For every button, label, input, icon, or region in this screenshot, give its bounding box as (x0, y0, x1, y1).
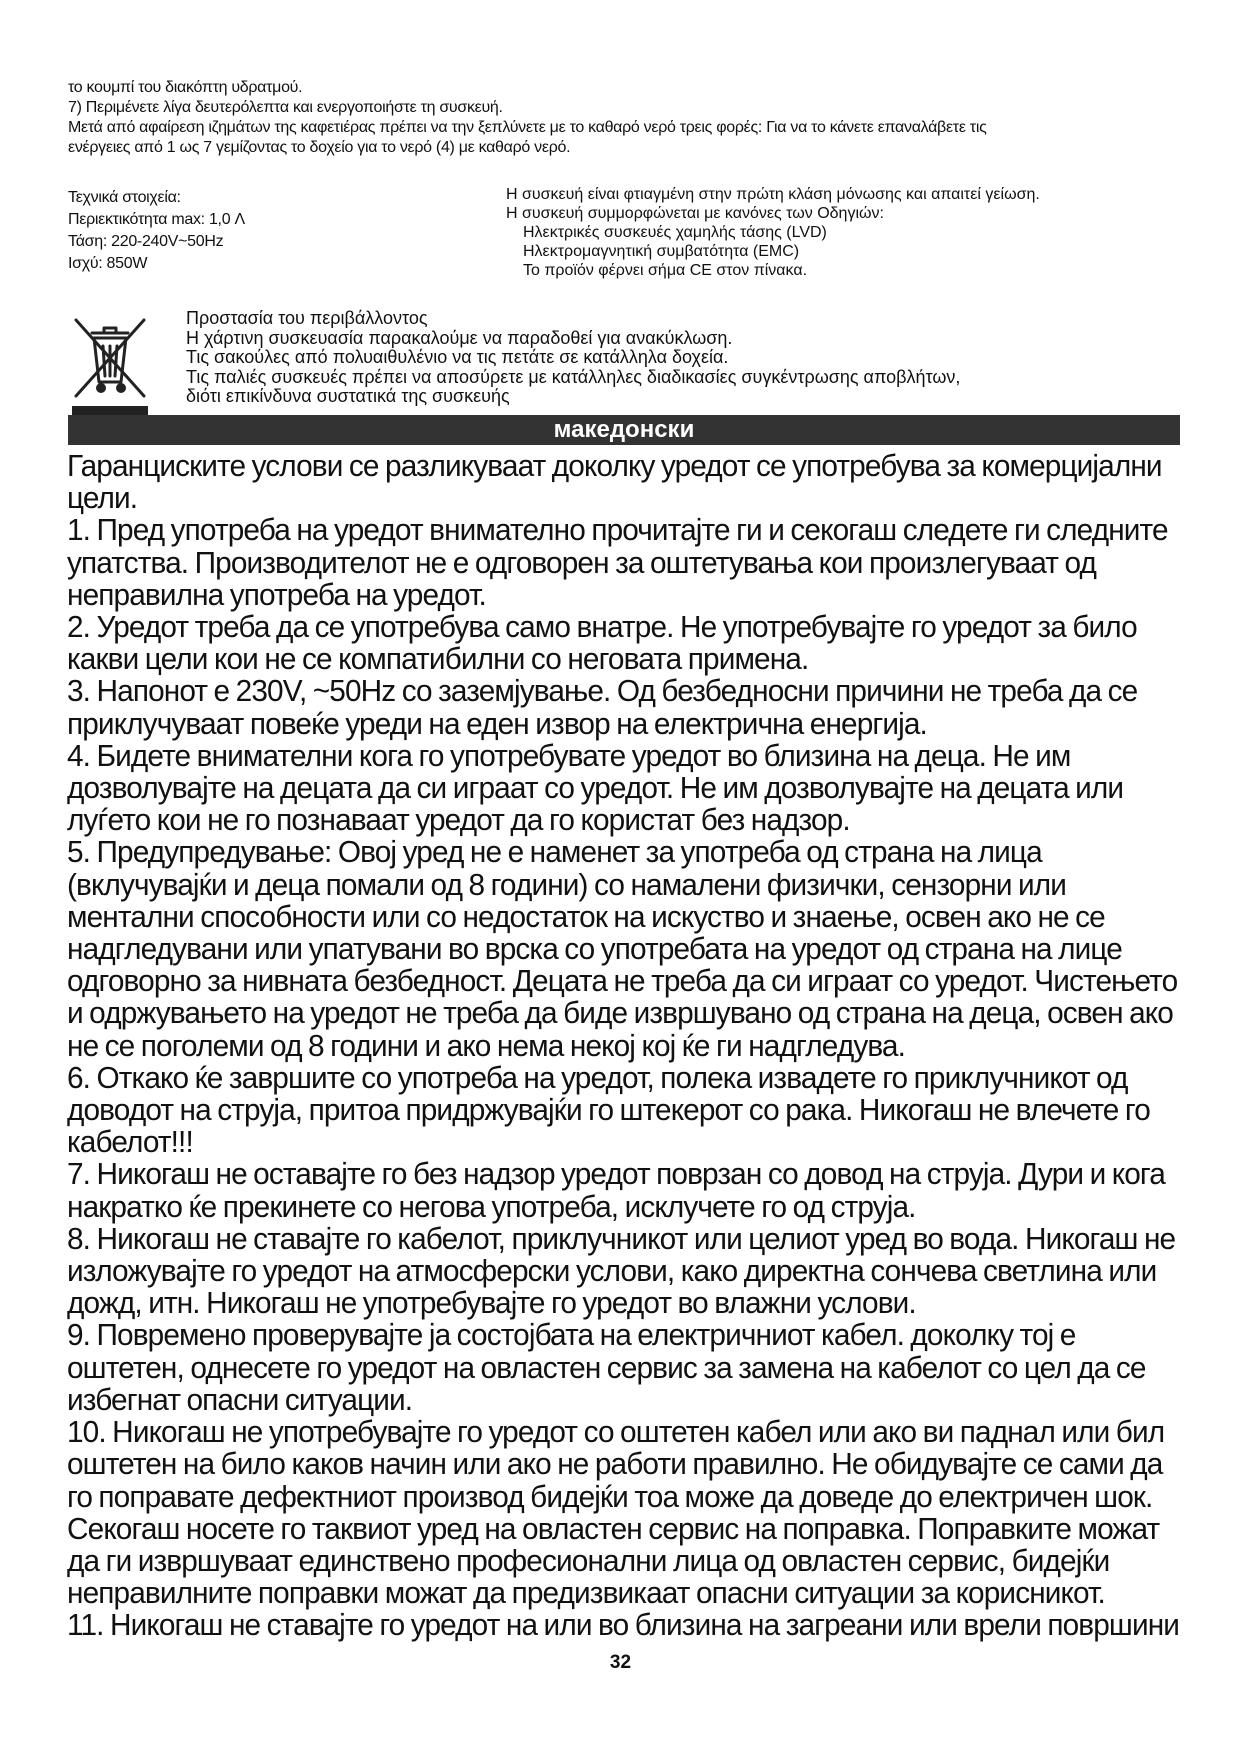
mk-line: и одржувањето на уредот не треба да биде извршувано од страна на деца, освен ако (67, 996, 1173, 1031)
mk-line: кабелот!!! (67, 1125, 193, 1160)
mk-line: неправилна употреба на уредот. (67, 577, 486, 612)
mk-line: 6. Откако ќе завршите со употреба на уредот, полека извадете го приклучникот од (67, 1060, 1128, 1095)
mk-line: приклучуваат повеќе уреди на еден извор на електрична енергија. (67, 706, 927, 741)
mk-line: 10. Никогаш не употребувајте го уредот со оштетен кабел или ако ви паднал или бил (67, 1415, 1165, 1450)
mk-line: 5. Предупредување: Овој уред не е наменет за употреба од страна на лица (67, 835, 1042, 870)
greek-line: ενέργειες από 1 ως 7 γεμίζοντας το δοχείο για το νερό (4) με καθαρό νερό. (68, 139, 571, 156)
mk-line: оштетен, однесете го уредот на овластен сервис за замена на кабелот со цел да се (67, 1350, 1146, 1385)
tech-title: Τεχνικά στοιχεία: (68, 189, 181, 206)
language-section-header (68, 415, 1180, 445)
greek-line: 7) Περιμένετε λίγα δευτερόλεπτα και ενεργοποιήστε τη συσκευή. (68, 99, 503, 116)
mk-line: Гаранциските услови се разликуваат доколку уредот се употребува за комерцијални (67, 449, 1162, 483)
mk-line: какви цели кои не се компатибилни со неговата примена. (67, 642, 809, 677)
mk-line: ментални способности или со недостаток на искуство и знаење, освен ако не се (67, 899, 1105, 934)
mk-line: одговорно за нивната безбедност. Децата не треба да си играат со уредот. Чистењето (67, 964, 1178, 999)
tech-capacity: Περιεκτικότητα max: 1,0 Λ (68, 211, 245, 228)
mk-line: 11. Никогаш не ставајте го уредот на или во близина на загреани или врели површини (67, 1608, 1180, 1643)
mk-line: луѓето кои не го познаваат уредот да го користат без надзор. (67, 803, 850, 838)
mk-line: Секогаш носете го таквиот уред на овластен сервис на поправка. Поправките можат (67, 1511, 1160, 1546)
tech-voltage: Τάση: 220-240V~50Hz (68, 233, 224, 250)
compliance-class: Η συσκευή είναι φτιαγμένη στην πρώτη κλάση μόνωσης και απαιτεί γείωση. (506, 186, 1040, 203)
page-number: 32 (609, 1652, 632, 1673)
tech-power: Ισχύ: 850W (68, 255, 148, 272)
env-line: Τις παλιές συσκευές πρέπει να αποσύρετε με κατάλληλες διαδικασίες συγκέντρωσης αποβλήτων, (186, 366, 961, 387)
env-line: Τις σακούλες από πολυαιθυλένιο να τις πετάτε σε κατάλληλα δοχεία. (186, 347, 729, 367)
crossed-out-wheelie-bin-icon (70, 316, 150, 416)
mk-line: оштетен на било каков начин или ако не работи правилно. Не обидувајте се сами да (67, 1447, 1163, 1482)
mk-line: накратко ќе прекинете со негова употреба, исклучете го од струја. (67, 1189, 916, 1224)
compliance-directives: Η συσκευή συμμορφώνεται με κανόνες των Οδηγιών: (506, 205, 884, 222)
mk-line: 9. Повремено проверувајте ја состојбата на електричниот кабел. доколку тој е (67, 1318, 1076, 1353)
mk-line: 8. Никогаш не ставајте го кабелот, приклучникот или целиот уред во вода. Никогаш не (67, 1221, 1176, 1256)
environment-protection (186, 309, 1186, 407)
macedonian-instructions (67, 449, 1180, 1643)
mk-line: доводот на струја, притоа придржувајќи го штекерот со рака. Никогаш не влечете го (67, 1093, 1150, 1128)
mk-line: изложувајте го уредот на атмосферски услови, како директна сончева светлина или (67, 1254, 1157, 1289)
mk-line: 2. Уредот треба да се употребува само внатре. Не употребувајте го уредот за било (67, 610, 1137, 645)
mk-line: упатства. Производителот не е одговорен за оштетувања кои произлегуваат од (67, 545, 1097, 580)
mk-line: дозволувајте на децата да си играат со уредот. Не им дозволувајте на децата или (67, 771, 1124, 806)
mk-line: 4. Бидете внимателни кога го употребувате уредот во близина на деца. Не им (67, 738, 1071, 773)
compliance-block (506, 185, 1196, 280)
mk-line: цели. (67, 481, 138, 516)
mk-line: 1. Пред употреба на уредот внимателно прочитајте ги и секогаш следете ги следните (67, 513, 1168, 548)
mk-line: го поправате дефектниот производ бидејќи тоа може да доведе до електричен шок. (67, 1479, 1153, 1514)
mk-line: 7. Никогаш не оставајте го без надзор уредот поврзан со довод на струја. Дури и кога (67, 1157, 1165, 1192)
mk-line: (вклучувајќи и деца помали од 8 години) со намалени физички, сензорни или (67, 867, 1067, 902)
mk-line: надгледувани или упатувани во врска со употребата на уредот од страна на лице (67, 932, 1122, 967)
greek-line: Μετά από αφαίρεση ιζημάτων της καφετιέρας πρέπει να την ξεπλύνετε με το καθαρό νερό τρεις φορές: Για να το κάνετε επαναλάβετε τις (68, 119, 987, 136)
env-line: διότι επικίνδυνα συστατικά της συσκευής (186, 386, 510, 406)
greek-line: το κουμπί του διακόπτη υδρατμού. (68, 79, 303, 96)
mk-line: дожд, итн. Никогаш не употребувајте го уредот во влажни услови. (67, 1286, 916, 1321)
compliance-ce: Το προϊόν φέρνει σήμα CE στον πίνακα. (523, 262, 808, 279)
compliance-emc: Ηλεκτρομαγνητική συμβατότητα (EMC) (523, 243, 800, 260)
mk-line: избегнат опасни ситуации. (67, 1382, 413, 1417)
greek-instructions (68, 78, 1178, 158)
mk-line: да ги извршуваат единствено професионални лица од овластен сервис, бидејќи (67, 1543, 1110, 1578)
mk-line: 3. Напонот е 230V, ~50Hz со заземјување. Од безбедносни причини не треба да се (67, 674, 1138, 709)
env-line: Η χάρτινη συσκευασία παρακαλούμε να παραδοθεί για ανακύκλωση. (186, 327, 733, 348)
section-title: македонски (553, 416, 695, 443)
technical-data (68, 187, 488, 275)
compliance-lvd: Ηλεκτρικές συσκευές χαμηλής τάσης (LVD) (523, 224, 827, 241)
env-title: Προστασία του περιβάλλοντος (186, 308, 428, 328)
mk-line: неправилните поправки можат да предизвикаат опасни ситуации за корисникот. (67, 1576, 1105, 1611)
mk-line: не се поголеми од 8 години и ако нема некој кој ќе ги надгледува. (67, 1028, 906, 1063)
